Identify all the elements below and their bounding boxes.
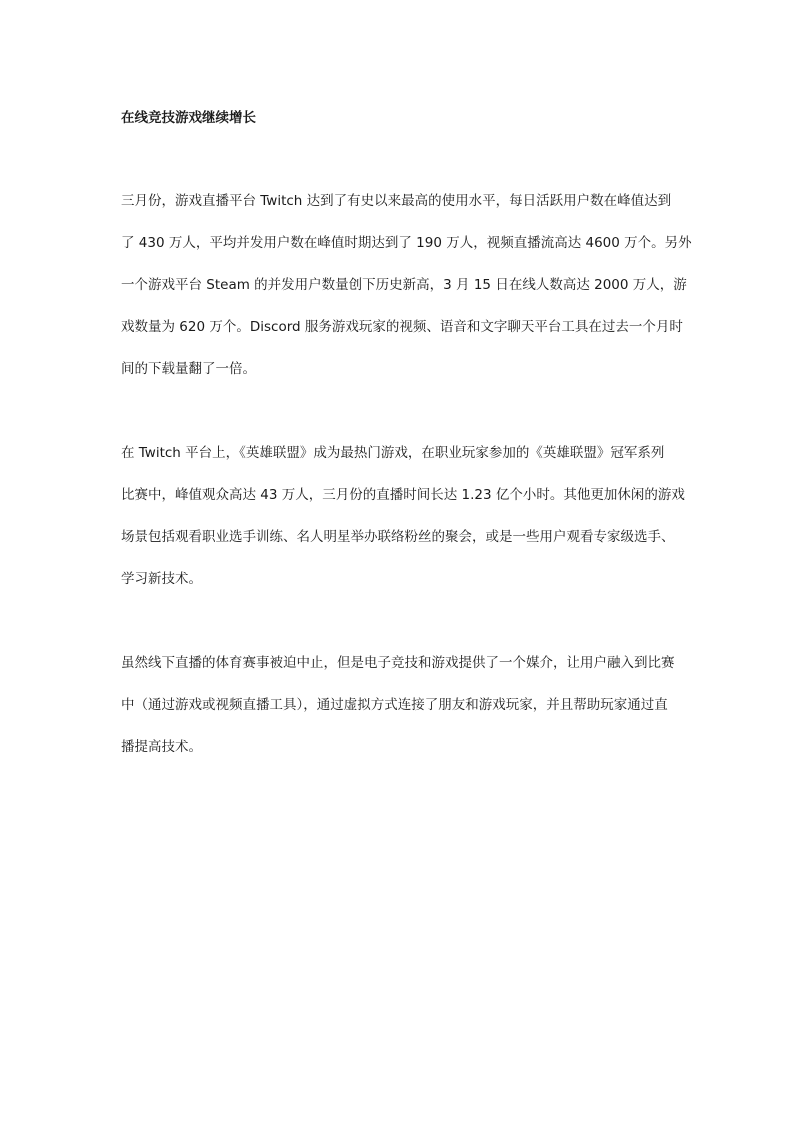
paragraph-line: 学习新技术。 xyxy=(121,571,202,587)
paragraph-line: 一个游戏平台 Steam 的并发用户数量创下历史新高，3 月 15 日在线人数高达 2000 万人，游 xyxy=(121,277,687,293)
paragraph-line: 三月份，游戏直播平台 Twitch 达到了有史以来最高的使用水平，每日活跃用户数在峰值达到 xyxy=(121,193,672,209)
document-title: 在线竞技游戏继续增长 xyxy=(121,110,256,126)
paragraph-twitch-steam-discord xyxy=(121,180,691,390)
paragraph-line: 在 Twitch 平台上，《英雄联盟》成为最热门游戏，在职业玩家参加的《英雄联盟》冠军系列 xyxy=(121,445,665,461)
paragraph-line: 场景包括观看职业选手训练、名人明星举办联络粉丝的聚会，或是一些用户观看专家级选手、 xyxy=(121,529,675,545)
paragraph-line: 虽然线下直播的体育赛事被迫中止，但是电子竞技和游戏提供了一个媒介，让用户融入到比赛 xyxy=(121,655,675,671)
paragraph-line: 了 430 万人，平均并发用户数在峰值时期达到了 190 万人，视频直播流高达 4600 万个。另外 xyxy=(121,235,692,251)
paragraph-line: 播提高技术。 xyxy=(121,739,202,755)
paragraph-line: 间的下载量翻了一倍。 xyxy=(121,361,256,377)
paragraph-league-of-legends xyxy=(121,432,691,600)
paragraph-line: 比赛中，峰值观众高达 43 万人，三月份的直播时间长达 1.23 亿个小时。其他更加休闲的游戏 xyxy=(121,487,685,503)
paragraph-line: 中（通过游戏或视频直播工具），通过虚拟方式连接了朋友和游戏玩家，并且帮助玩家通过直 xyxy=(121,697,668,713)
paragraph-line: 戏数量为 620 万个。Discord 服务游戏玩家的视频、语音和文字聊天平台工具在过去一个月时 xyxy=(121,319,683,335)
paragraph-esports-medium xyxy=(121,642,691,768)
